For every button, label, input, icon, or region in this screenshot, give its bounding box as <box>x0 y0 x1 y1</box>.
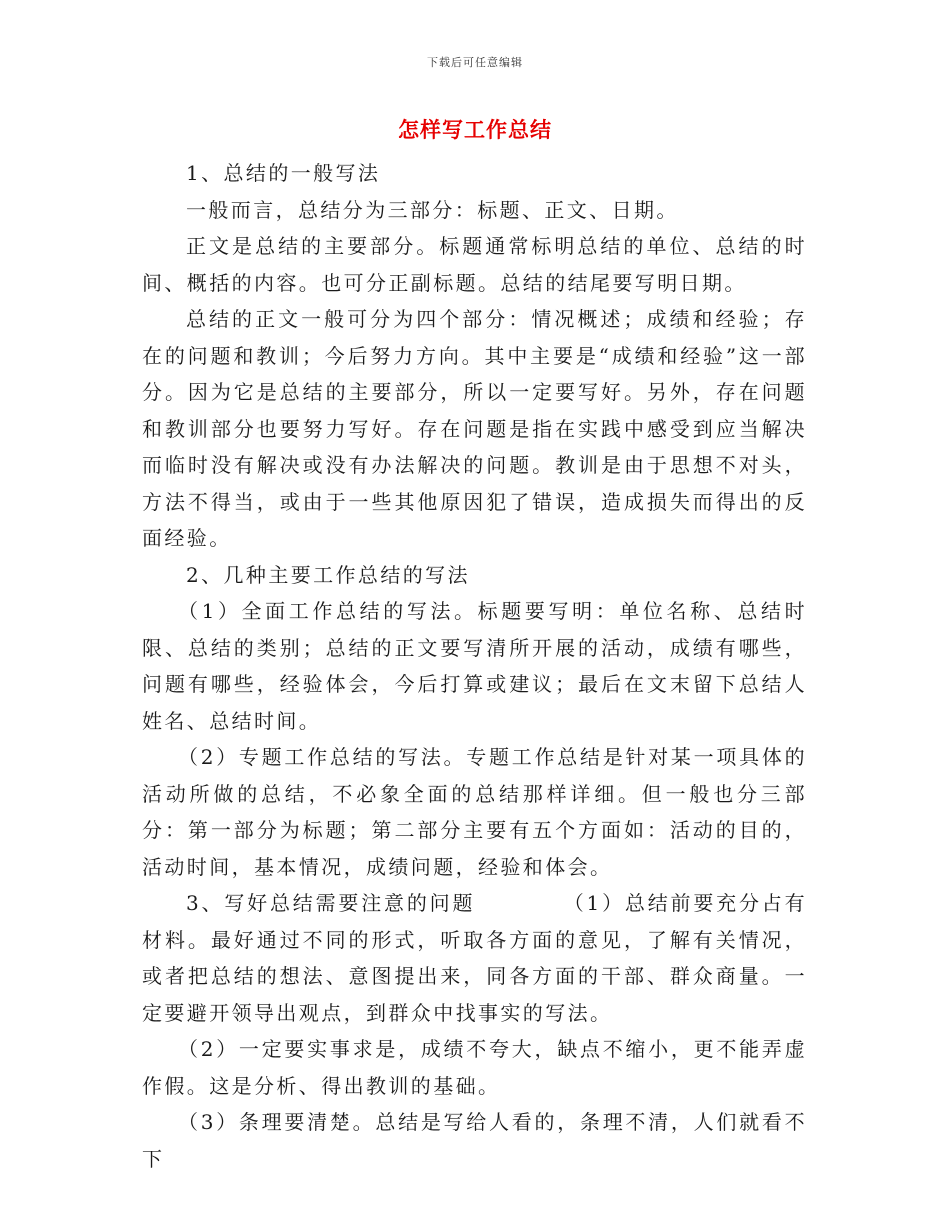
document-body <box>142 155 807 1177</box>
section-heading-1: 1、总结的一般写法 <box>186 161 381 185</box>
document-title: 怎样写工作总结 <box>398 118 552 142</box>
paragraph-comprehensive-summary: （1）全面工作总结的写法。标题要写明：单位名称、总结时限、总结的类别；总结的正文要写清所开展的活动，成绩有哪些，问题有哪些，经验体会，今后打算或建议；最后在文末留下总结人姓名、总结时间。 <box>142 599 807 733</box>
section-heading-3: 3、写好总结需要注意的问题 <box>186 891 476 915</box>
paragraph-section-3 <box>142 885 807 1031</box>
paragraph-main-body: 正文是总结的主要部分。标题通常标明总结的单位、总结的时间、概括的内容。也可分正副标题。总结的结尾要写明日期。 <box>142 234 807 295</box>
paragraph-clear-structure: （3）条理要清楚。总结是写给人看的，条理不清，人们就看不下 <box>142 1110 807 1171</box>
paragraph-overview: 一般而言，总结分为三部分：标题、正文、日期。 <box>186 197 679 222</box>
section-heading-2: 2、几种主要工作总结的写法 <box>186 562 470 587</box>
paragraph-four-parts: 总结的正文一般可分为四个部分：情况概述；成绩和经验；存在的问题和教训；今后努力方向。其中主要是“成绩和经验”这一部分。因为它是总结的主要部分，所以一定要写好。另外，存在问题和教训部分也要努力写好。存在问题是指在实践中感受到应当解决而临时没有解决或没有办法解决的问题。教训是由于思想不对头，方法不得当，或由于一些其他原因犯了错误，造成损失而得出的反面经验。 <box>142 307 807 550</box>
page-header-note: 下载后可任意编辑 <box>427 56 523 69</box>
paragraph-prepare-materials: （1）总结前要充分占有材料。最好通过不同的形式，听取各方面的意见，了解有关情况，或者把总结的想法、意图提出来，同各方面的干部、群众商量。一定要避开领导出观点，到群众中找事实的写法。 <box>142 891 807 1025</box>
paragraph-seek-truth: （2）一定要实事求是，成绩不夸大，缺点不缩小，更不能弄虚作假。这是分析、得出教训的基础。 <box>142 1037 807 1098</box>
paragraph-topical-summary: （2）专题工作总结的写法。专题工作总结是针对某一项具体的活动所做的总结，不必象全面的总结那样详细。但一般也分三部分：第一部分为标题；第二部分主要有五个方面如：活动的目的，活动时间，基本情况，成绩问题，经验和体会。 <box>142 745 807 879</box>
